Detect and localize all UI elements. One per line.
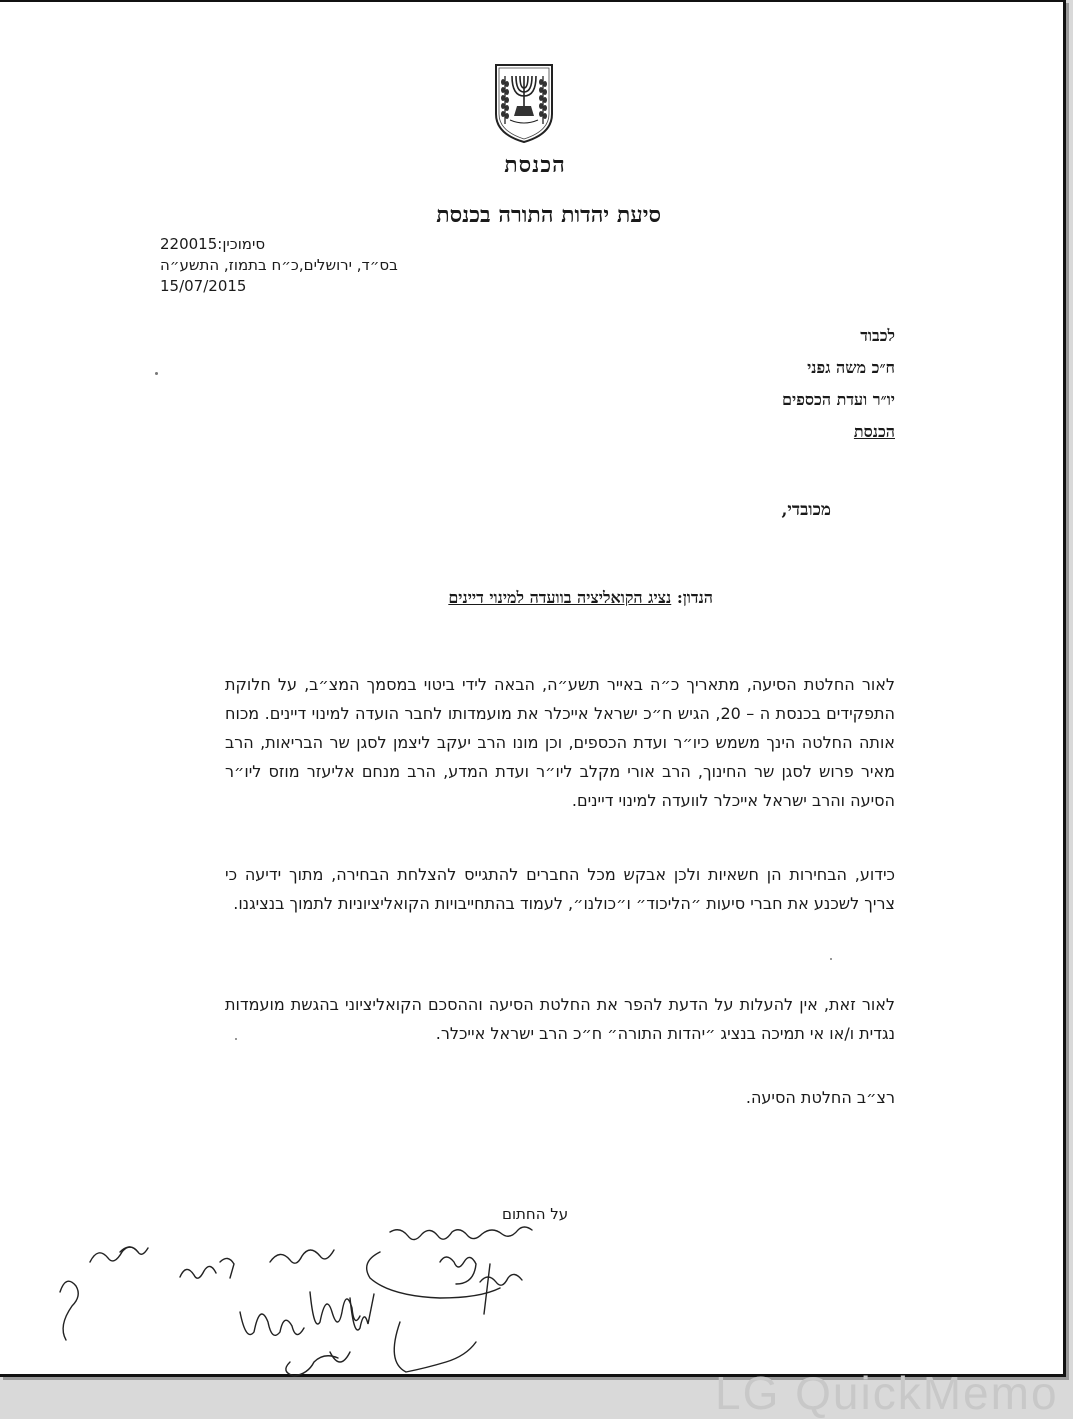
addressee-line-name: ח״כ משה גפני	[807, 358, 895, 377]
menorah-emblem-icon	[492, 62, 556, 144]
addressee-block	[782, 320, 895, 448]
addressee-line-institution: הכנסת	[853, 422, 895, 441]
reference-block	[160, 234, 398, 297]
file-reference	[160, 234, 398, 255]
faction-title: סיעת יהדות התורה בכנסת	[436, 202, 661, 228]
scan-speck	[830, 958, 832, 960]
addressee-line-title: יו״ר ועדת הכספים	[782, 390, 895, 409]
file-ref-number: 220015	[160, 235, 218, 253]
addressee-line-honorific: לכבוד	[860, 326, 895, 345]
scan-speck	[235, 1038, 237, 1040]
institution-name: הכנסת	[504, 152, 566, 178]
subject-line	[448, 588, 713, 608]
body-paragraph-3: לאור זאת, אין להעלות על הדעת להפר את החלטת הסיעה וההסכם הקואליציוני בהגשת מועמדות נגדית ו/או אי תמיכה בנציג ״יהדות התורה״ ח״כ הרב ישראל אייכלר.	[225, 995, 895, 1043]
subject-label: הנדון:	[676, 588, 713, 607]
subject-text: נציג הקואליציה בוועדה למינוי דיינים	[448, 588, 672, 607]
body-paragraph-2: כידוע, הבחירות הן חשאיות ולכן אבקש מכל החברים להתגייס להצלחת הבחירה, מתוך ידיעה כי צריך לשכנע את חברי סיעות ״הליכוד״ ו״כולנו״, לעמוד בהתחייבויות הקואליציוניות לתמוך בנציגנו.	[225, 865, 895, 913]
app-watermark: LG QuickMemo	[715, 1367, 1059, 1419]
signature-label: על החתום	[502, 1205, 569, 1223]
gregorian-date: 15/07/2015	[160, 277, 247, 295]
handwritten-signatures	[30, 1222, 610, 1382]
hebrew-date: בס״ד, ירושלים,כ״ח בתמוז, התשע״ה	[160, 256, 398, 274]
scan-speck	[155, 372, 158, 375]
closing-line: רצ״ב החלטת הסיעה.	[745, 1088, 895, 1107]
salutation: מכובדי,	[781, 500, 831, 520]
file-ref-label: סימוכין:	[217, 235, 266, 253]
body-paragraph-1: לאור החלטת הסיעה, מתאריך כ״ה באייר תשע״ה, הבאה לידי ביטוי במסמך המצ״ב, על חלוקת התפקידים בכנסת ה – 20, הגיש ח״כ ישראל אייכלר את מועמדותו לחבר הועדה למינוי דיינים. מכוח אותה החלטה הינך משמש כיו״ר ועדת הכספים, וכן מונו הרב יעקב ליצמן לסגן שר הבריאות, הרב מאיר פרוש לסגן שר החינוך, הרב אורי מקלב ליו״ר ועדת המדע, הרב מנחם אליעזר מוזס ליו״ר הסיעה והרב ישראל אייכלר לוועדה למינוי דיינים.	[225, 675, 895, 810]
